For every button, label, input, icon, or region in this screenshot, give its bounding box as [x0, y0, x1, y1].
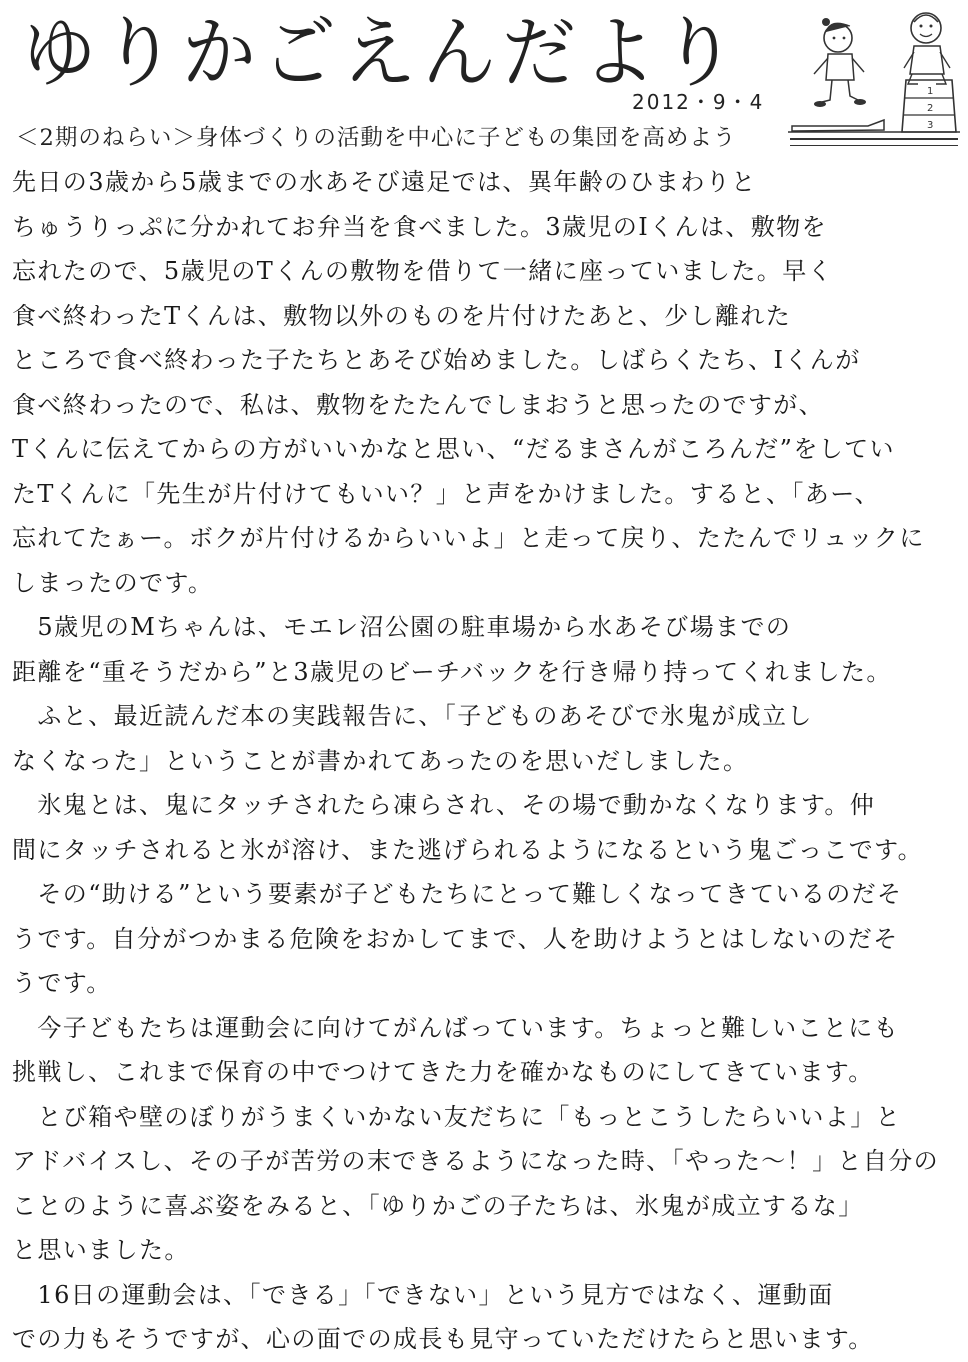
body-line: 食べ終わったTくんは、敷物以外のものを片付けたあと、少し離れた — [12, 301, 792, 330]
body-line: ことのように喜ぶ姿をみると、「ゆりかごの子たちは、氷鬼が成立するな」 — [12, 1191, 864, 1220]
newsletter-body — [12, 160, 956, 1362]
body-line: アドバイスし、その子が苦労の末できるようになった時、「やった～！」と自分の — [12, 1147, 940, 1175]
body-line: 忘れてたぁー。ボクが片付けるからいいよ」と走って戻り、たたんでリュックに — [12, 524, 925, 552]
body-line: その“助ける”という要素が子どもたちにとって難しくなってきているのだそ — [12, 880, 903, 908]
body-line: 忘れたので、5歳児のTくんの敷物を借りて一緒に座っていました。早く — [12, 257, 833, 285]
body-line: 挑戦し、これまで保育の中でつけてきた力を確かなものにしてきています。 — [12, 1058, 874, 1086]
body-line: 氷鬼とは、鬼にタッチされたら凍らされ、その場で動かなくなります。仲 — [12, 791, 876, 819]
body-line: しまったのです。 — [12, 568, 214, 597]
body-line: Tくんに伝えてからの方がいいかなと思い、“だるまさんがころんだ”をしてい — [12, 435, 895, 463]
newsletter-title: ゆりかごえんだより — [22, 7, 742, 99]
body-line: での力もそうですが、心の面での成長も見守っていただけたらと思います。 — [12, 1325, 874, 1353]
body-line: うです。 — [12, 969, 112, 997]
body-line: たTくんに「先生が片付けてもいい？」と声をかけました。すると、「あー、 — [12, 479, 881, 508]
body-line: ふと、最近読んだ本の実践報告に、「子どものあそびで氷鬼が成立し — [12, 702, 813, 730]
body-line: 間にタッチされると氷が溶け、また逃げられるようになるという鬼ごっこです。 — [12, 835, 924, 864]
body-line: とび箱や壁のぼりがうまくいかない友だちに「もっとこうしたらいいよ」と — [12, 1102, 901, 1131]
subtitle-underline-2 — [790, 145, 958, 146]
body-line: なくなった」ということが書かれてあったのを思いだしました。 — [12, 746, 749, 775]
body-line: 食べ終わったので、私は、敷物をたたんでしまおうと思ったのですが、 — [12, 390, 825, 419]
box-number-1: 1 — [927, 86, 934, 97]
body-line: 先日の3歳から5歳までの水あそび遠足では、異年齢のひまわりと — [12, 168, 757, 196]
body-line: 16日の運動会は、「できる」「できない」という見方ではなく、運動面 — [12, 1280, 834, 1309]
subtitle-underline — [790, 138, 958, 140]
body-line: 5歳児のMちゃんは、モエレ沼公園の駐車場から水あそび場までの — [12, 613, 792, 641]
body-line: 距離を“重そうだから”と3歳児のビーチバックを行き帰り持ってくれました。 — [12, 657, 892, 686]
children-vaulting-box-drawing — [788, 4, 960, 140]
body-line: ところで食べ終わった子たちとあそび始めました。しばらくたち、Iくんが — [12, 346, 861, 374]
term-goal-subtitle: ＜2期のねらい＞身体づくりの活動を中心に子どもの集団を高めよう — [16, 125, 737, 151]
issue-date: 2012・9・4 — [632, 90, 765, 114]
body-line: うです。自分がつかまる危険をおかしてまで、人を助けようとはしないのだそ — [12, 924, 899, 953]
body-line: と思いました。 — [12, 1236, 190, 1264]
box-number-2: 2 — [927, 103, 934, 114]
body-line: ちゅうりっぷに分かれてお弁当を食べました。3歳児のIくんは、敷物を — [12, 212, 827, 241]
body-line: 今子どもたちは運動会に向けてがんばっています。ちょっと難しいことにも — [12, 1013, 900, 1042]
box-number-3: 3 — [927, 120, 934, 131]
